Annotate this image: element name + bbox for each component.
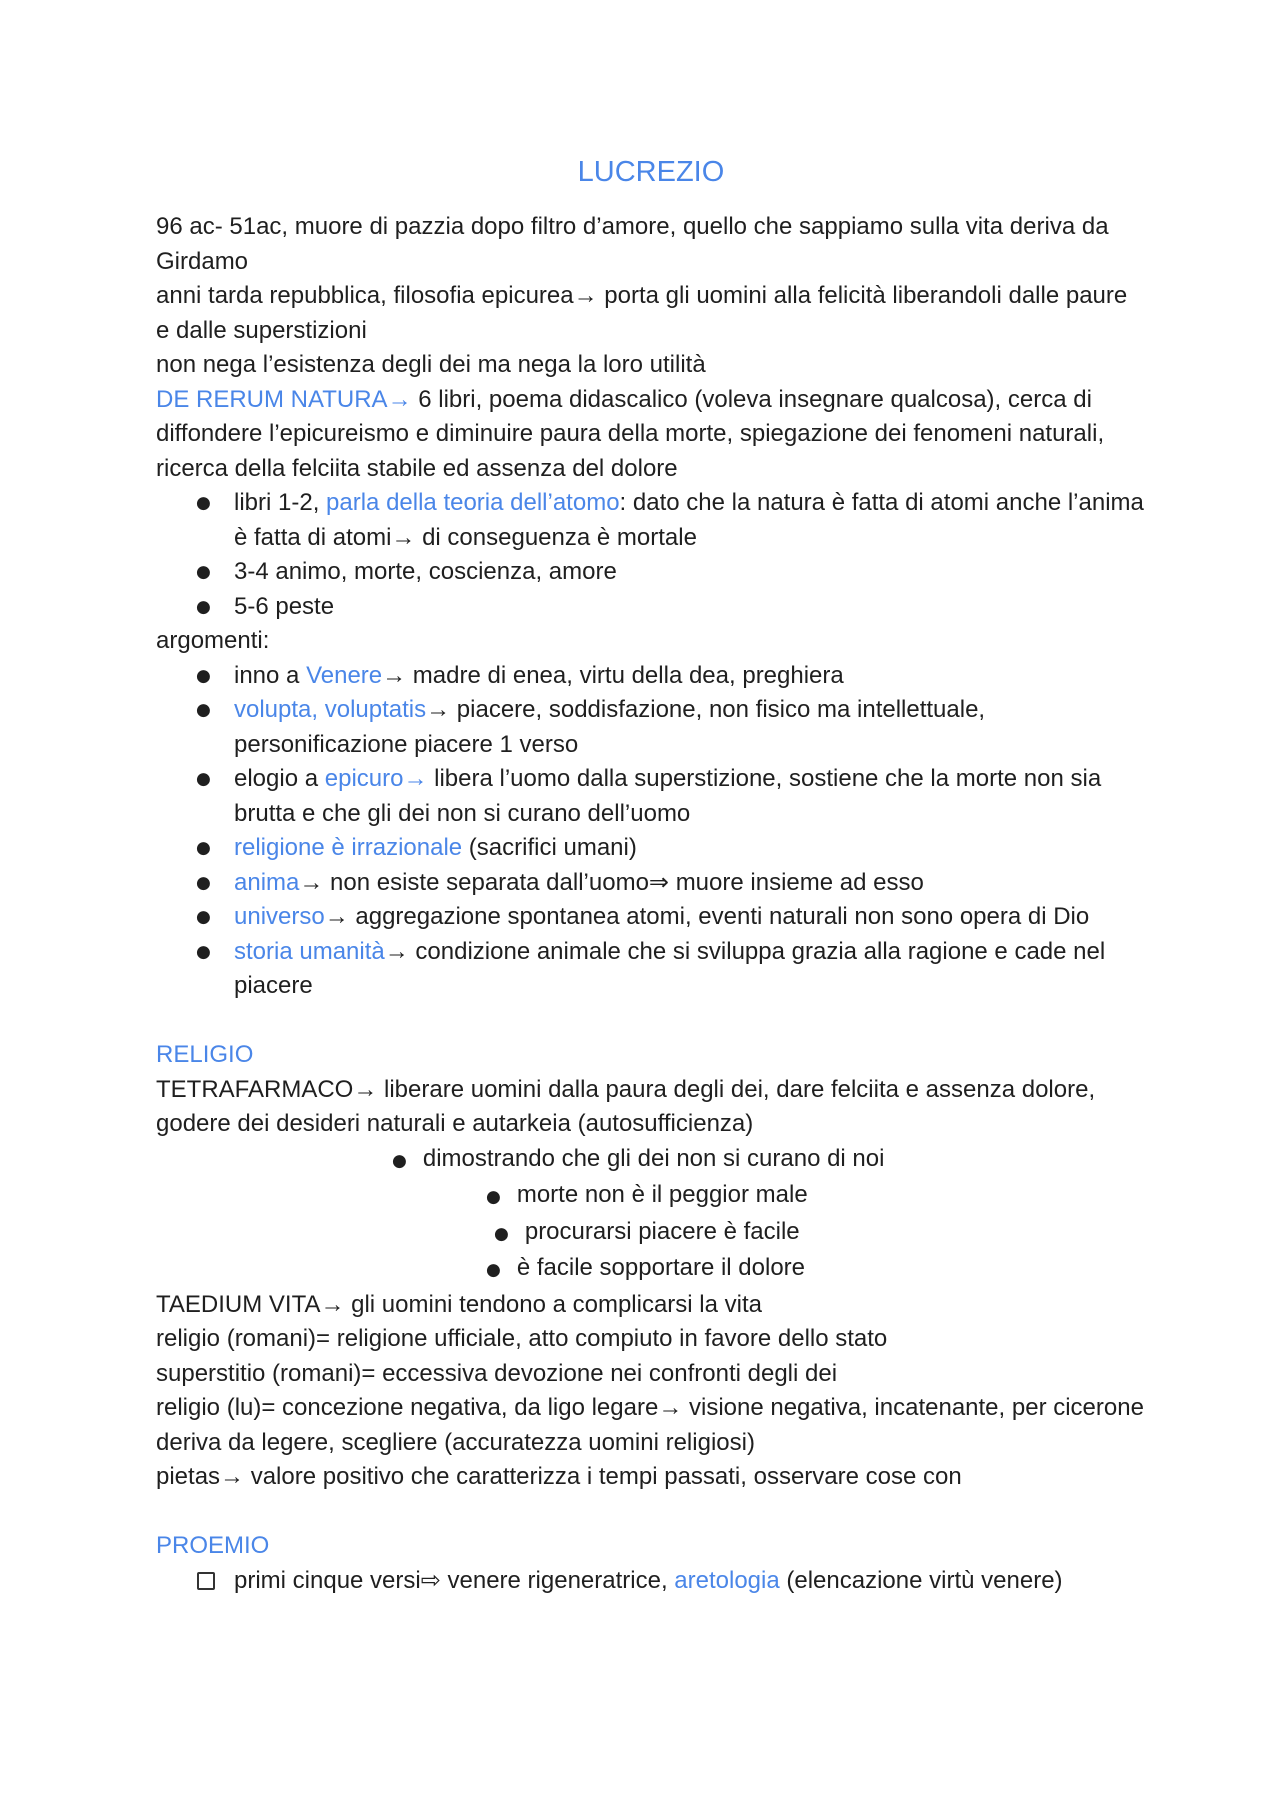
list-item: ● storia umanità→ condizione animale che si sviluppa grazia alla ragione e cade nel piacere — [156, 935, 1146, 1004]
list-item: ● universo→ aggregazione spontanea atomi, eventi naturali non sono opera di Dio — [156, 900, 1146, 935]
list-item: ● inno a Venere→ madre di enea, virtu della dea, preghiera — [156, 659, 1146, 694]
list-item: ● procurarsi piacere è facile — [494, 1217, 800, 1245]
religio-heading: RELIGIO — [156, 1041, 254, 1068]
religio-line: religio (romani)= religione ufficiale, atto compiuto in favore dello stato — [156, 1325, 888, 1352]
list-item: ● 3-4 animo, morte, coscienza, amore — [156, 555, 1146, 590]
list-item: ● libri 1-2, parla della teoria dell’atomo: dato che la natura è fatta di atomi anche l’anima è fatta di atomi→ di conseguenza è mortale — [156, 486, 1146, 555]
de-rerum-text: 6 libri, poema didascalico (voleva insegnare qualcosa), cerca di diffondere l’epicureismo e diminuire paura della morte, spiegazione dei fenomeni naturali, ricerca della felciita stabile ed assenza del dolore — [156, 385, 1105, 482]
tetrafarmaco-paragraph: TETRAFARMACO→ liberare uomini dalla paura degli dei, dare felciita e assenza dolore, godere dei desideri naturali e autarkeia (autosufficienza) — [156, 1075, 1096, 1137]
list-item: ● anima→ non esiste separata dall’uomo⇒ muore insieme ad esso — [156, 866, 1146, 901]
proemio-checklist — [156, 1564, 1146, 1599]
religio-line: pietas→ valore positivo che caratterizza i tempi passati, osservare cose con — [156, 1463, 962, 1490]
books-list — [156, 486, 1146, 624]
intro-line: 96 ac- 51ac, muore di pazzia dopo filtro d’amore, quello che sappiamo sulla vita deriva da Girdamo — [156, 213, 1109, 275]
list-item: ● dimostrando che gli dei non si curano di noi — [392, 1144, 885, 1172]
religio-line: TAEDIUM VITA→ gli uomini tendono a complicarsi la vita — [156, 1290, 762, 1318]
de-rerum-paragraph — [156, 383, 1146, 487]
list-item: ● volupta, voluptatis→ piacere, soddisfazione, non fisico ma intellettuale, personificazione piacere 1 verso — [156, 693, 1146, 762]
de-rerum-label: DE RERUM NATURA→ — [156, 385, 412, 413]
religio-line: religio (lu)= concezione negativa, da ligo legare→ visione negativa, incatenante, per cicerone deriva da legere, scegliere (accuratezza uomini religiosi) — [156, 1394, 1144, 1456]
list-item: ● 5-6 peste — [156, 590, 1146, 625]
intro-line: non nega l’esistenza degli dei ma nega la loro utilità — [156, 351, 706, 378]
tetrafarmaco-points — [156, 1142, 1146, 1288]
argomenti-list — [156, 659, 1146, 1004]
page-title: LUCREZIO — [577, 156, 725, 188]
document-body — [156, 152, 1146, 1598]
intro-line: anni tarda repubblica, filosofia epicurea→ porta gli uomini alla felicità liberandoli dalle paure e dalle superstizioni — [156, 282, 1128, 344]
list-item: ● religione è irrazionale (sacrifici umani) — [156, 831, 1146, 866]
checklist-item: primi cinque versi⇨ venere rigeneratrice, aretologia (elencazione virtù venere) — [156, 1564, 1146, 1599]
argomenti-label: argomenti: — [156, 627, 270, 654]
checkbox[interactable] — [197, 1572, 215, 1590]
religio-line: superstitio (romani)= eccessiva devozione nei confronti degli dei — [156, 1359, 838, 1387]
proemio-heading: PROEMIO — [156, 1532, 270, 1559]
list-item: ● morte non è il peggior male — [486, 1181, 808, 1208]
list-item: ● è facile sopportare il dolore — [486, 1254, 806, 1281]
list-item: ● elogio a epicuro→ libera l’uomo dalla superstizione, sostiene che la morte non sia brutta e che gli dei non si curano dell’uomo — [156, 762, 1146, 831]
